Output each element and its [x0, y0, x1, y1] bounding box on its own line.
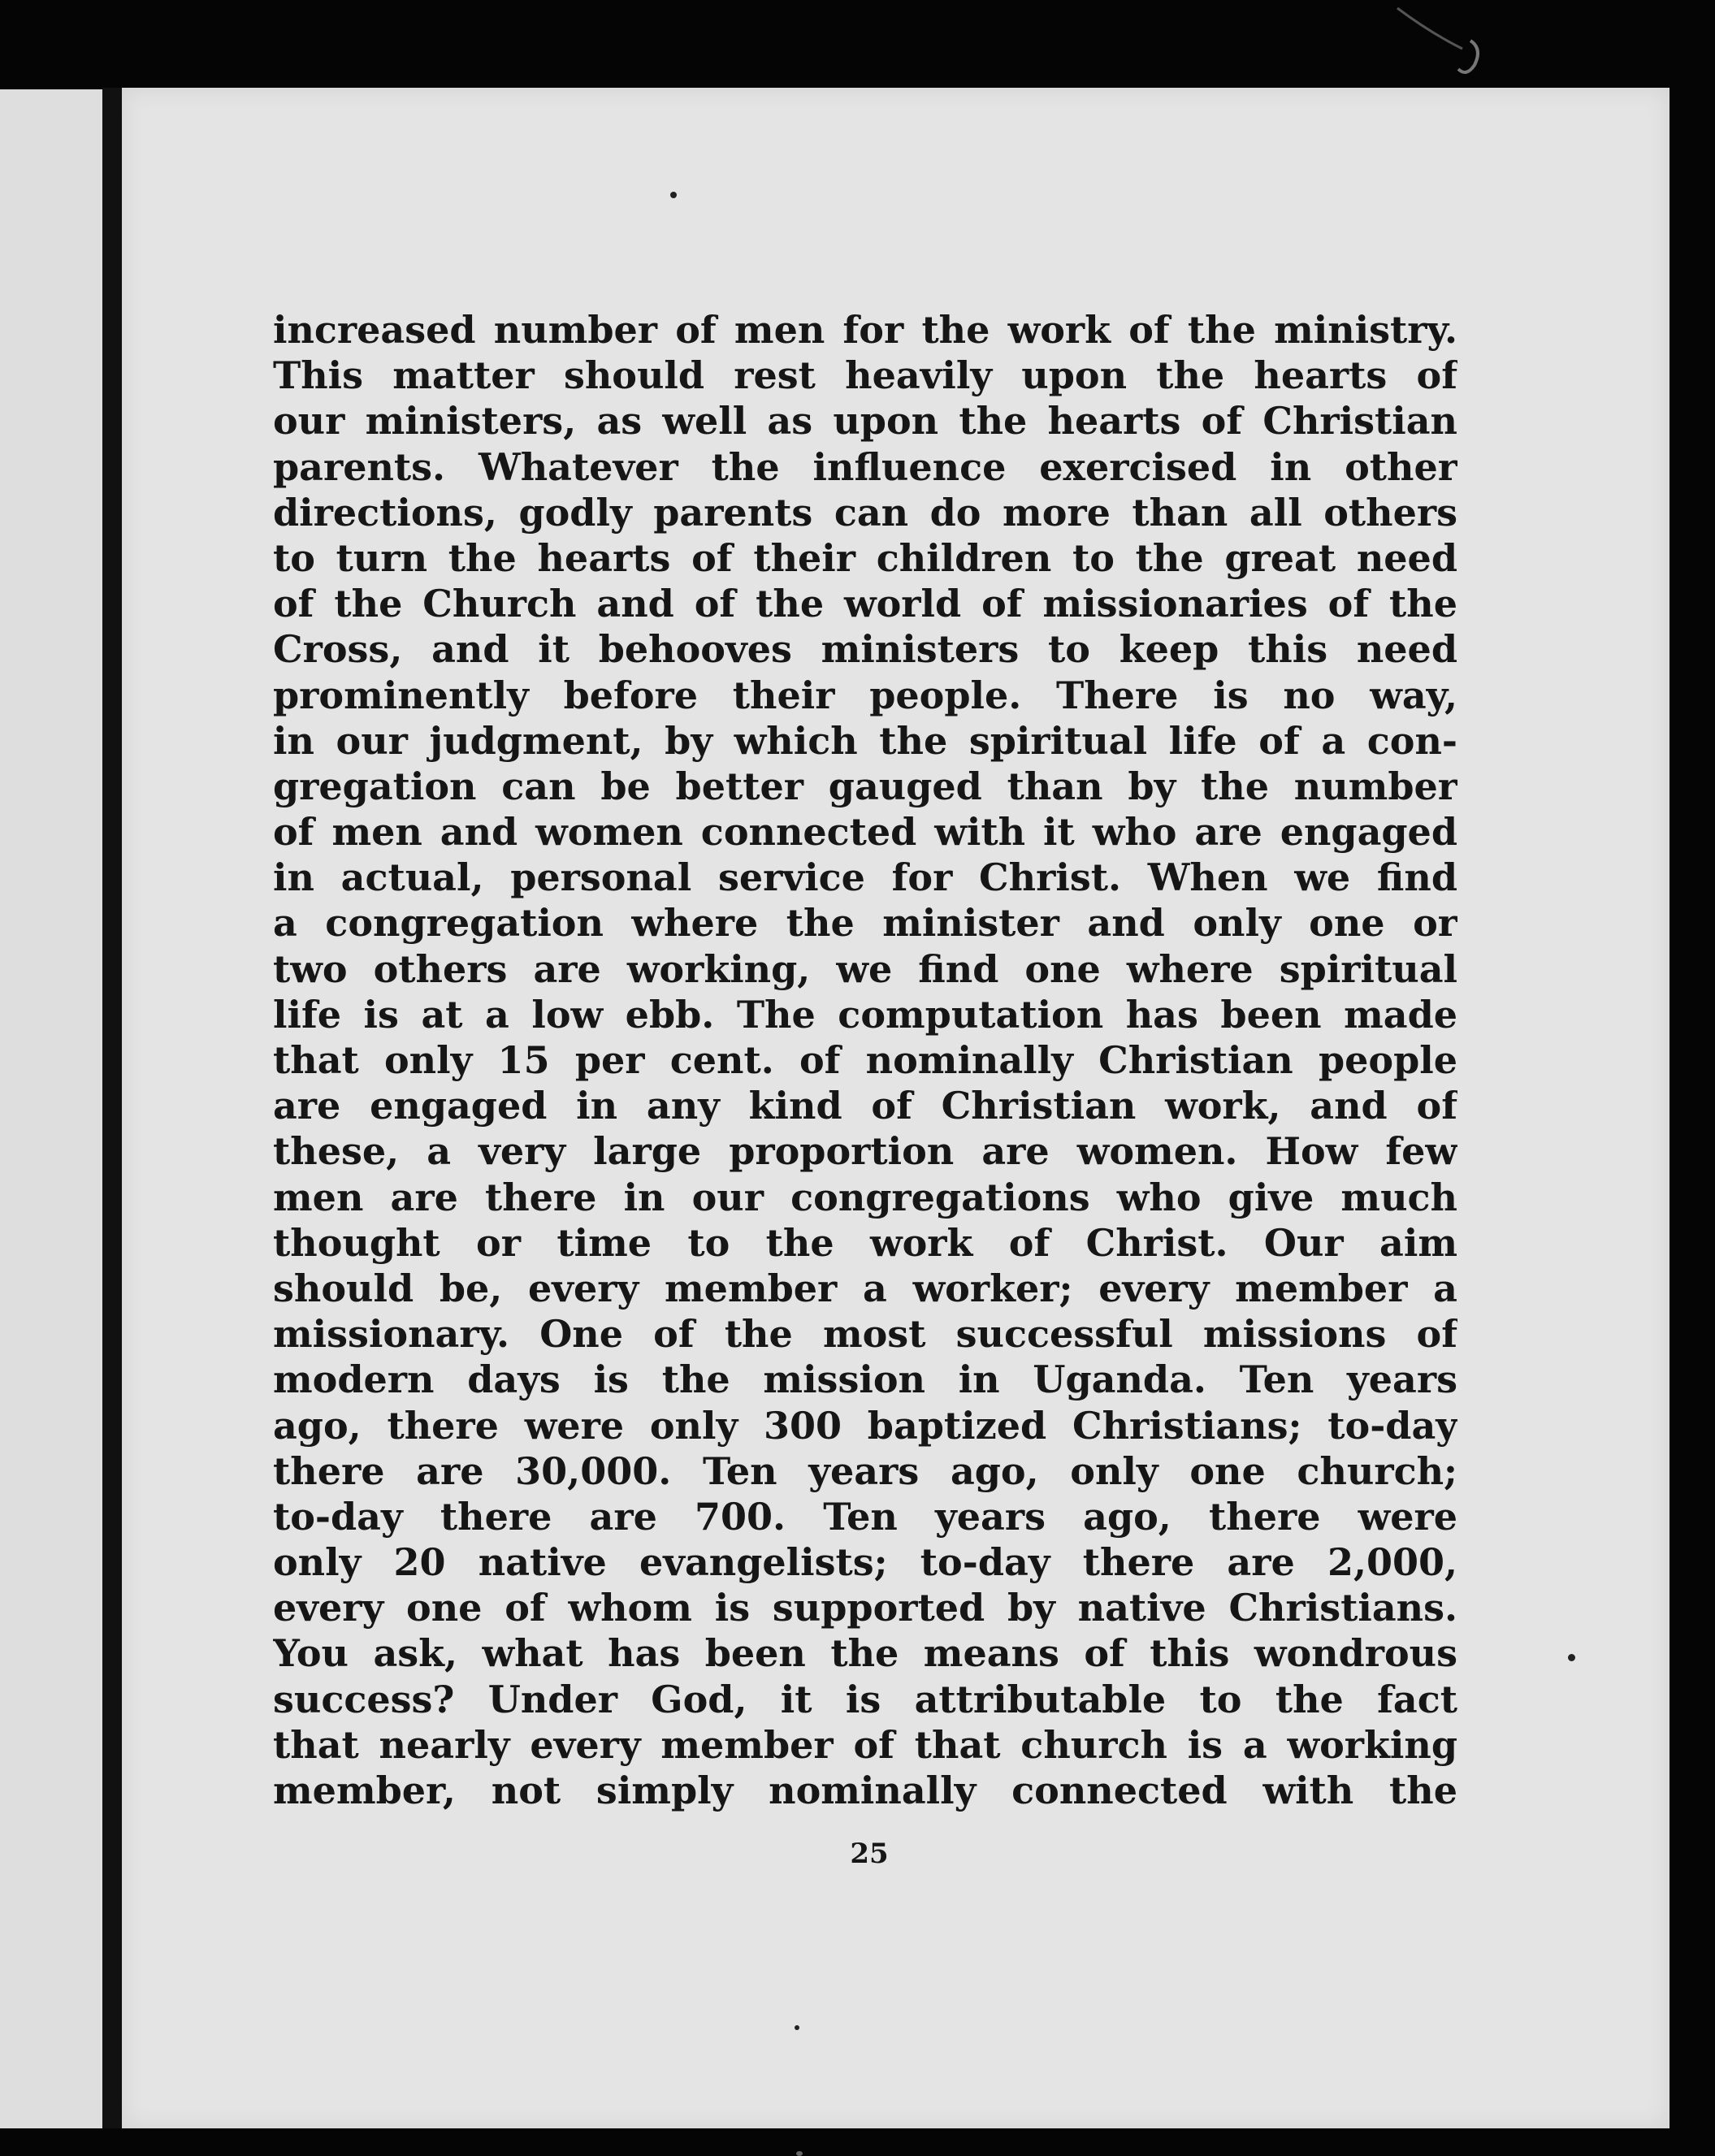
text-line: in our judgment, by which the spiritual life of a con- — [273, 718, 1457, 763]
text-line: to turn the hearts of their children to the great need — [273, 535, 1457, 580]
text-line: only 20 native evangelists; to-day there are 2,000, — [273, 1540, 1457, 1585]
text-line: in actual, personal service for Christ. When we find — [273, 855, 1457, 900]
text-line: are engaged in any kind of Christian work, and of — [273, 1084, 1457, 1128]
text-line: member, not simply nominally connected with the — [273, 1769, 1457, 1812]
text-line: directions, godly parents can do more than all others — [273, 490, 1457, 535]
text-line: gregation can be better gauged than by the number — [273, 764, 1457, 808]
text-line: Cross, and it behooves ministers to keep this need — [273, 627, 1457, 672]
text-line: prominently before their people. There is no way, — [273, 673, 1457, 717]
text-line: men are there in our congregations who give much — [273, 1175, 1457, 1219]
text-line: that only 15 per cent. of nominally Christian people — [273, 1038, 1457, 1082]
text-line: every one of whom is supported by native Christians. — [273, 1586, 1457, 1630]
text-line: parents. Whatever the influence exercised in other — [273, 444, 1457, 489]
text-line: This matter should rest heavily upon the hearts of — [273, 353, 1457, 398]
page-speck — [796, 2151, 803, 2156]
text-line: should be, every member a worker; every member a — [273, 1266, 1457, 1310]
facing-page-edge — [0, 89, 106, 2128]
text-line: that nearly every member of that church is a working — [273, 1722, 1457, 1767]
text-line: missionary. One of the most successful missions of — [273, 1312, 1457, 1357]
page-speck — [1568, 1654, 1575, 1661]
text-line: these, a very large proportion are women. How few — [273, 1129, 1457, 1174]
text-line: there are 30,000. Ten years ago, only one church; — [273, 1448, 1457, 1493]
text-line: two others are working, we find one where spiritual — [273, 946, 1457, 991]
body-text — [273, 307, 1457, 1813]
text-line: ago, there were only 300 baptized Christians; to-day — [273, 1403, 1457, 1448]
text-line: of the Church and of the world of missionaries of the — [273, 582, 1457, 626]
text-line: a congregation where the minister and only one or — [273, 901, 1457, 946]
text-line: success? Under God, it is attributable to the fact — [273, 1677, 1457, 1721]
page-speck — [795, 2025, 799, 2030]
text-line: modern days is the mission in Uganda. Ten years — [273, 1357, 1457, 1402]
text-line: our ministers, as well as upon the hearts of Christian — [273, 399, 1457, 444]
page-number: 25 — [850, 1838, 889, 1870]
text-line: thought or time to the work of Christ. Our aim — [273, 1220, 1457, 1265]
text-line: to-day there are 700. Ten years ago, there were — [273, 1494, 1457, 1539]
text-line: You ask, what has been the means of this wondrous — [273, 1631, 1457, 1676]
page-speck — [670, 192, 677, 198]
text-line: of men and women connected with it who are engaged — [273, 810, 1457, 855]
scan-artifact-mark — [1381, 0, 1495, 89]
text-line: life is at a low ebb. The computation has been made — [273, 992, 1457, 1037]
text-line: increased number of men for the work of the ministry. — [273, 308, 1457, 352]
